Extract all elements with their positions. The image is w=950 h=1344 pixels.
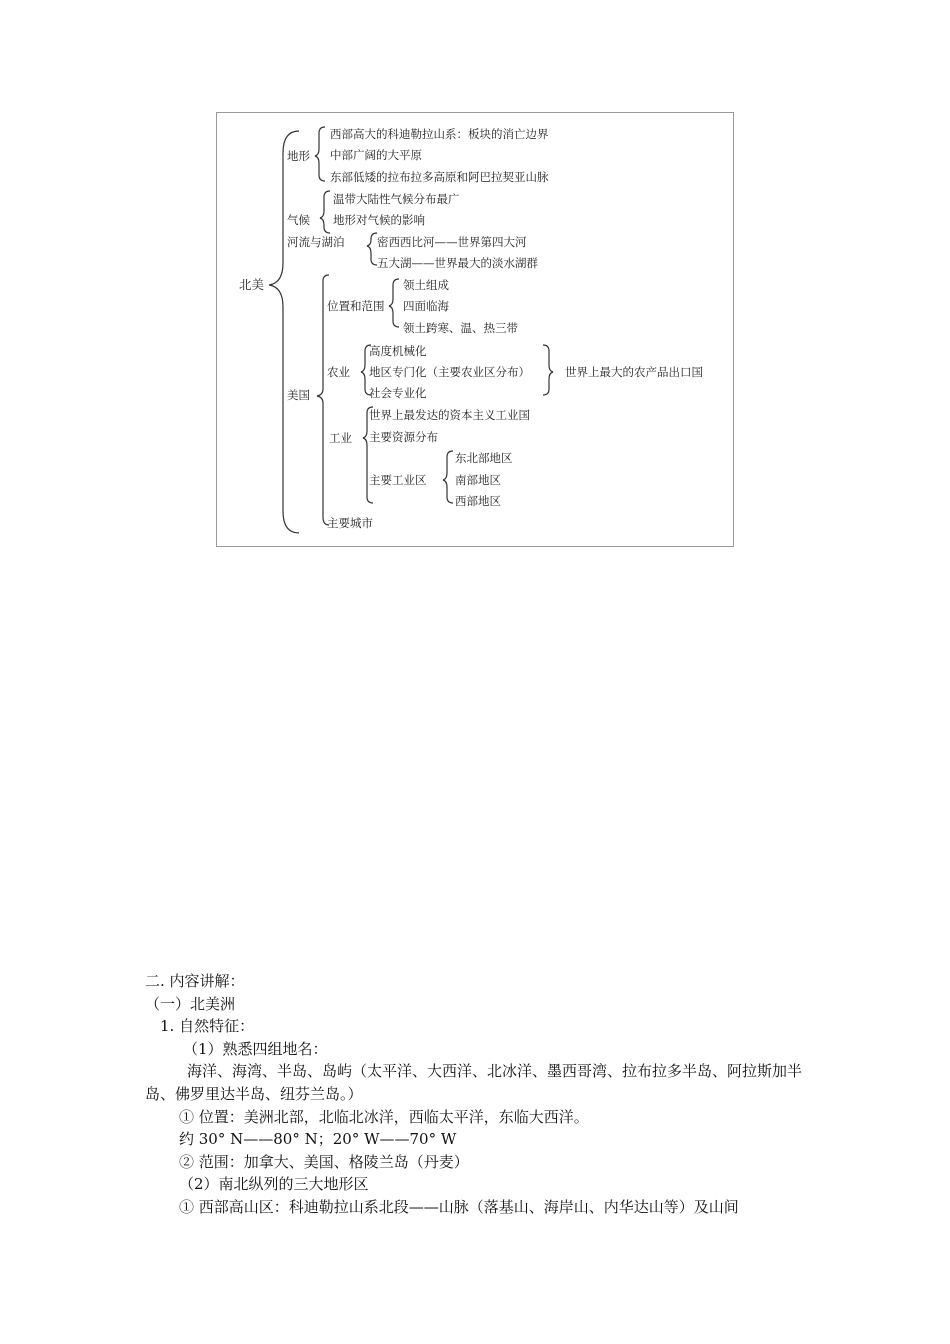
nongye-label: 农业 <box>327 365 350 379</box>
paragraph: 约 30° N——80° N；20° W——70° W <box>179 1130 457 1149</box>
paragraph: ② 范围：加拿大、美国、格陵兰岛（丹麦） <box>179 1152 469 1171</box>
meiguo-label: 美国 <box>287 388 310 402</box>
chengshi-label: 主要城市 <box>327 516 373 530</box>
brace-dixing <box>315 127 325 181</box>
gongye-item: 主要资源分布 <box>369 430 438 444</box>
brace-qihou <box>320 191 330 233</box>
subpoint-heading: （2）南北纵列的三大地形区 <box>179 1175 369 1194</box>
qihou-item: 地形对气候的影响 <box>333 213 425 227</box>
brace-root <box>269 131 299 533</box>
weizhi-item: 四面临海 <box>403 299 449 313</box>
weizhi-item: 领土跨寒、温、热三带 <box>403 321 518 335</box>
section-heading: 二. 内容讲解： <box>145 972 245 990</box>
dixing-label: 地形 <box>287 149 310 163</box>
heliu-item: 五大湖——世界最大的淡水湖群 <box>377 256 538 270</box>
qihou-label: 气候 <box>287 213 310 227</box>
heliu-item: 密西西比河——世界第四大河 <box>377 235 527 249</box>
subpoint-heading: （1）熟悉四组地名： <box>183 1039 328 1058</box>
dixing-item: 西部高大的科迪勒拉山系：板块的消亡边界 <box>330 127 549 141</box>
content-section <box>145 970 825 1219</box>
dixing-item: 中部广阔的大平原 <box>330 148 422 162</box>
brace-nongye-close <box>543 345 553 395</box>
weizhi-label: 位置和范围 <box>327 299 385 313</box>
brace-heliu <box>367 233 377 265</box>
qihou-item: 温带大陆性气候分布最广 <box>333 192 460 206</box>
gongye-item: 世界上最发达的资本主义工业国 <box>369 408 530 422</box>
nongye-item: 地区专门化（主要农业区分布） <box>369 365 530 379</box>
dixing-item: 东部低矮的拉布拉多高原和阿巴拉契亚山脉 <box>330 170 549 184</box>
paragraph: ① 西部高山区：科迪勒拉山系北段——山脉（落基山、海岸山、内华达山等）及山间 <box>179 1197 739 1216</box>
root-label: 北美 <box>239 277 265 292</box>
paragraph: 海洋、海湾、半岛、岛屿（太平洋、大西洋、北冰洋、墨西哥湾、拉布拉多半岛、阿拉斯加半岛、佛罗里达半岛、纽芬兰岛。） <box>145 1062 803 1103</box>
subsection-heading: （一）北美洲 <box>145 994 236 1013</box>
zhuyao-item: 东北部地区 <box>455 451 513 465</box>
nongye-item: 高度机械化 <box>369 344 427 358</box>
nongye-item: 社会专业化 <box>369 386 427 400</box>
paragraph: ① 位置：美洲北部，北临北冰洋，西临太平洋，东临大西洋。 <box>179 1107 589 1126</box>
gongye-label: 工业 <box>329 431 352 445</box>
zhuyao-item: 南部地区 <box>455 473 501 487</box>
heliu-label: 河流与湖泊 <box>287 235 345 249</box>
brace-weizhi <box>389 279 399 327</box>
nongye-result: 世界上最大的农产品出口国 <box>565 365 703 379</box>
zhuyao-label: 主要工业区 <box>369 473 427 487</box>
weizhi-item: 领土组成 <box>403 278 449 292</box>
point-heading: 1. 自然特征： <box>160 1017 255 1036</box>
knowledge-tree-diagram <box>216 112 734 547</box>
brace-zhuyao <box>443 451 453 503</box>
zhuyao-item: 西部地区 <box>455 494 501 508</box>
